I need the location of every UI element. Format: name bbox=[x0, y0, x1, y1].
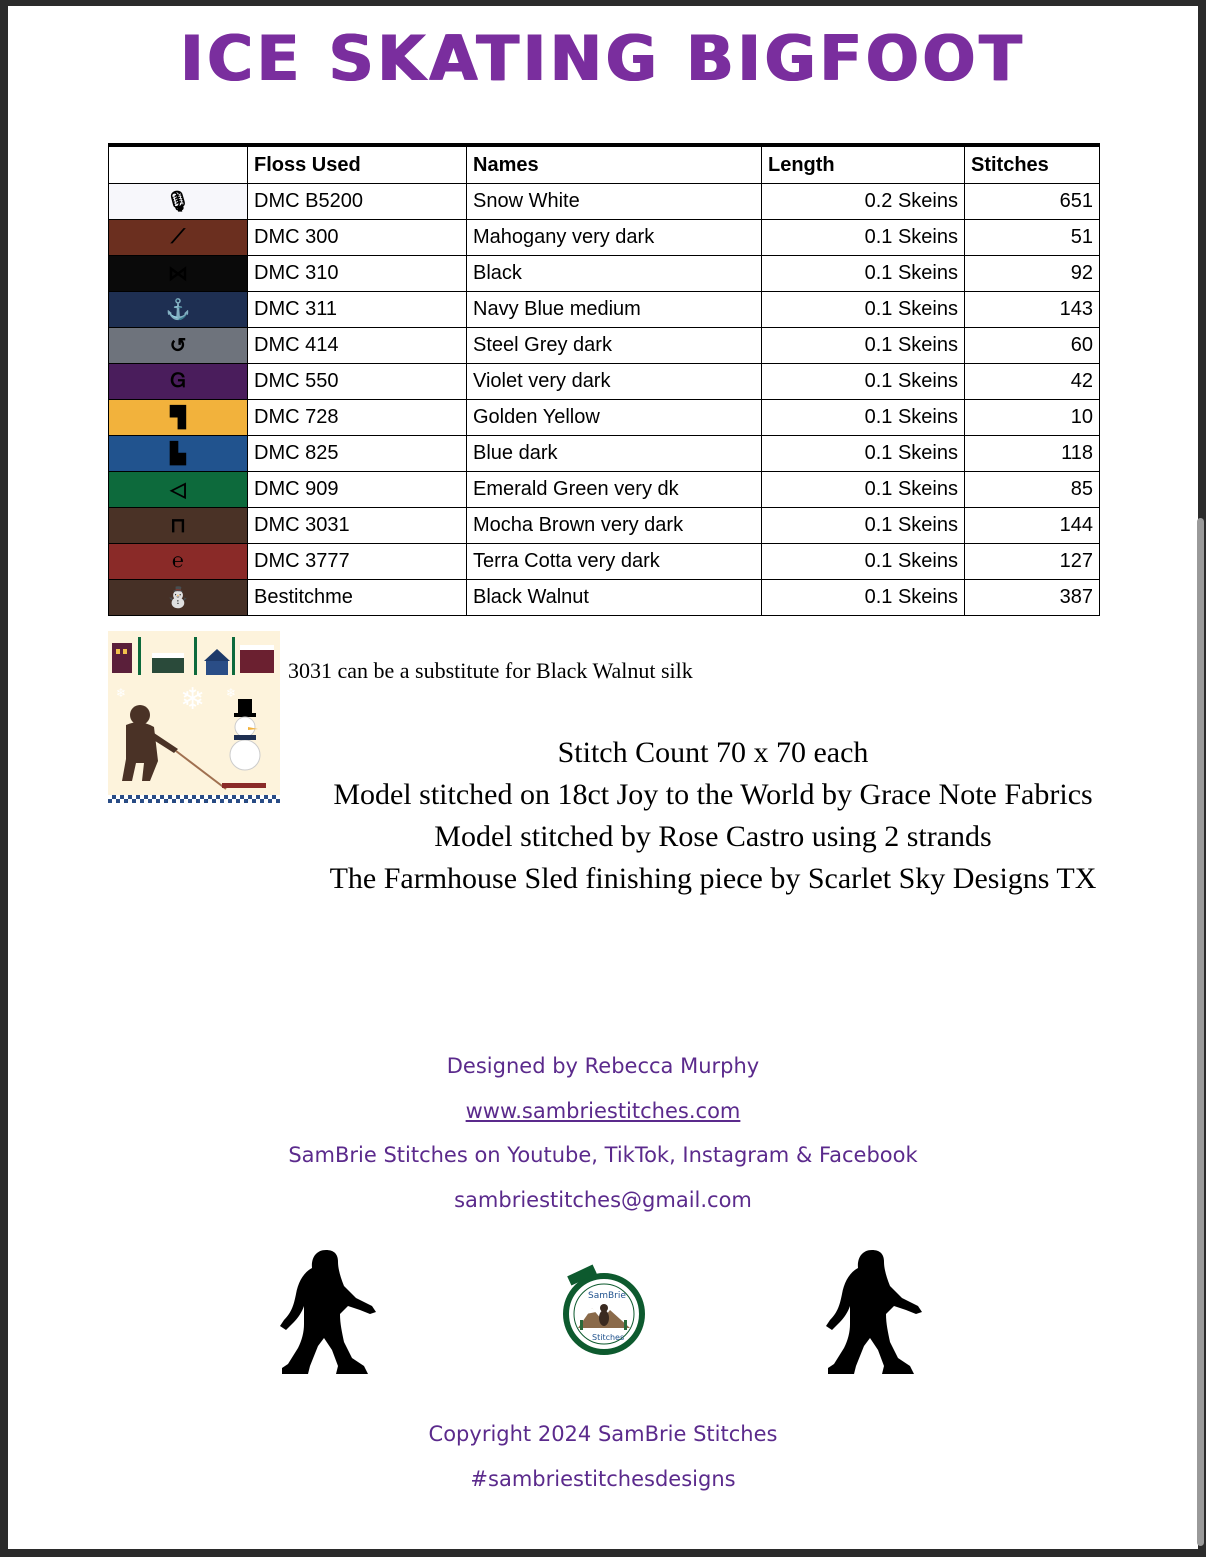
header-symbol bbox=[109, 145, 248, 184]
fabric-info: Model stitched on 18ct Joy to the World by Grace Note Fabrics bbox=[333, 778, 1093, 811]
floss-table-body bbox=[109, 184, 1100, 616]
pattern-thumbnail bbox=[108, 631, 280, 803]
floss-name: Violet very dark bbox=[467, 364, 762, 400]
color-swatch-symbol: ⟋ bbox=[109, 220, 248, 256]
color-swatch-symbol: Ꮐ bbox=[109, 364, 248, 400]
floss-length: 0.1 Skeins bbox=[762, 328, 965, 364]
stitch-count-cell: 651 bbox=[965, 184, 1100, 220]
color-swatch-symbol: ⊓ bbox=[109, 508, 248, 544]
floss-length: 0.1 Skeins bbox=[762, 364, 965, 400]
floss-code: DMC 728 bbox=[248, 400, 467, 436]
stitcher-info: Model stitched by Rose Castro using 2 strands bbox=[434, 820, 992, 853]
pattern-info bbox=[283, 732, 1143, 900]
floss-name: Snow White bbox=[467, 184, 762, 220]
bigfoot-silhouette-right-icon bbox=[824, 1246, 924, 1376]
website-link[interactable]: www.sambriestitches.com bbox=[465, 1099, 741, 1123]
floss-code: DMC 311 bbox=[248, 292, 467, 328]
svg-text:❄: ❄ bbox=[180, 682, 206, 717]
floss-name: Mahogany very dark bbox=[467, 220, 762, 256]
floss-length: 0.1 Skeins bbox=[762, 580, 965, 616]
floss-code: DMC 550 bbox=[248, 364, 467, 400]
table-row bbox=[109, 472, 1100, 508]
stitch-count-cell: 51 bbox=[965, 220, 1100, 256]
floss-code: DMC 909 bbox=[248, 472, 467, 508]
floss-code: DMC 825 bbox=[248, 436, 467, 472]
floss-length: 0.1 Skeins bbox=[762, 508, 965, 544]
table-row bbox=[109, 184, 1100, 220]
color-swatch-symbol: ℮ bbox=[109, 544, 248, 580]
vertical-scrollbar[interactable] bbox=[1197, 518, 1204, 1546]
stitch-count-cell: 118 bbox=[965, 436, 1100, 472]
table-row bbox=[109, 436, 1100, 472]
table-row bbox=[109, 580, 1100, 616]
color-swatch-symbol: ↺ bbox=[109, 328, 248, 364]
floss-code: DMC 414 bbox=[248, 328, 467, 364]
logo-image bbox=[558, 1264, 650, 1356]
floss-name: Emerald Green very dk bbox=[467, 472, 762, 508]
floss-name: Steel Grey dark bbox=[467, 328, 762, 364]
floss-length: 0.1 Skeins bbox=[762, 544, 965, 580]
floss-code: DMC B5200 bbox=[248, 184, 467, 220]
table-row bbox=[109, 400, 1100, 436]
color-swatch-symbol: 🎙 bbox=[109, 184, 248, 220]
stitch-count-cell: 127 bbox=[965, 544, 1100, 580]
table-row bbox=[109, 508, 1100, 544]
floss-name: Black Walnut bbox=[467, 580, 762, 616]
floss-length: 0.1 Skeins bbox=[762, 436, 965, 472]
floss-name: Terra Cotta very dark bbox=[467, 544, 762, 580]
table-header-row bbox=[109, 145, 1100, 184]
floss-code: Bestitchme bbox=[248, 580, 467, 616]
stitch-count-cell: 143 bbox=[965, 292, 1100, 328]
floss-name: Navy Blue medium bbox=[467, 292, 762, 328]
floss-code: DMC 3777 bbox=[248, 544, 467, 580]
color-swatch-symbol: ⋈ bbox=[109, 256, 248, 292]
stitch-count-cell: 42 bbox=[965, 364, 1100, 400]
stitch-count-cell: 144 bbox=[965, 508, 1100, 544]
stitch-count: Stitch Count 70 x 70 each bbox=[557, 736, 869, 769]
table-row bbox=[109, 544, 1100, 580]
table-row bbox=[109, 328, 1100, 364]
svg-text:❄: ❄ bbox=[226, 686, 237, 700]
stitch-count-cell: 92 bbox=[965, 256, 1100, 292]
floss-code: DMC 3031 bbox=[248, 508, 467, 544]
color-swatch-symbol: ▙ bbox=[109, 436, 248, 472]
floss-code: DMC 300 bbox=[248, 220, 467, 256]
header-floss: Floss Used bbox=[248, 145, 467, 184]
finishing-info: The Farmhouse Sled finishing piece by Scarlet Sky Designs TX bbox=[329, 862, 1097, 895]
page-title: ICE SKATING BIGFOOT bbox=[180, 22, 1026, 95]
floss-length: 0.1 Skeins bbox=[762, 220, 965, 256]
stitch-count-cell: 10 bbox=[965, 400, 1100, 436]
stitch-count-cell: 85 bbox=[965, 472, 1100, 508]
header-stitches: Stitches bbox=[965, 145, 1100, 184]
sambrie-logo bbox=[558, 1264, 650, 1356]
floss-table bbox=[108, 143, 1100, 616]
header-length: Length bbox=[762, 145, 965, 184]
header-names: Names bbox=[467, 145, 762, 184]
table-row bbox=[109, 256, 1100, 292]
email-address: sambriestitches@gmail.com bbox=[454, 1188, 752, 1212]
floss-length: 0.1 Skeins bbox=[762, 256, 965, 292]
pattern-preview-image bbox=[108, 631, 280, 803]
hashtag-text: #sambriestitchesdesigns bbox=[470, 1467, 736, 1491]
color-swatch-symbol: ⛄ bbox=[109, 580, 248, 616]
floss-length: 0.2 Skeins bbox=[762, 184, 965, 220]
stitch-count-cell: 60 bbox=[965, 328, 1100, 364]
floss-name: Golden Yellow bbox=[467, 400, 762, 436]
svg-text:❄: ❄ bbox=[116, 686, 127, 700]
logo-bottom-text: Stitches bbox=[592, 1333, 625, 1342]
floss-name: Blue dark bbox=[467, 436, 762, 472]
floss-name: Mocha Brown very dark bbox=[467, 508, 762, 544]
designer-credit: Designed by Rebecca Murphy bbox=[446, 1054, 760, 1078]
color-swatch-symbol: ⚓ bbox=[109, 292, 248, 328]
bigfoot-silhouette-left-icon bbox=[278, 1246, 378, 1376]
floss-code: DMC 310 bbox=[248, 256, 467, 292]
table-row bbox=[109, 220, 1100, 256]
color-swatch-symbol: ▜ bbox=[109, 400, 248, 436]
copyright-text: Copyright 2024 SamBrie Stitches bbox=[428, 1422, 778, 1446]
color-swatch-symbol: ◁ bbox=[109, 472, 248, 508]
floss-length: 0.1 Skeins bbox=[762, 292, 965, 328]
table-row bbox=[109, 364, 1100, 400]
floss-name: Black bbox=[467, 256, 762, 292]
table-row bbox=[109, 292, 1100, 328]
stitch-count-cell: 387 bbox=[965, 580, 1100, 616]
floss-length: 0.1 Skeins bbox=[762, 400, 965, 436]
document-page bbox=[8, 6, 1198, 1549]
floss-length: 0.1 Skeins bbox=[762, 472, 965, 508]
substitute-note: 3031 can be a substitute for Black Walnut silk bbox=[288, 658, 693, 683]
social-media-text: SamBrie Stitches on Youtube, TikTok, Instagram & Facebook bbox=[288, 1143, 918, 1167]
logo-top-text: SamBrie bbox=[588, 1291, 626, 1301]
